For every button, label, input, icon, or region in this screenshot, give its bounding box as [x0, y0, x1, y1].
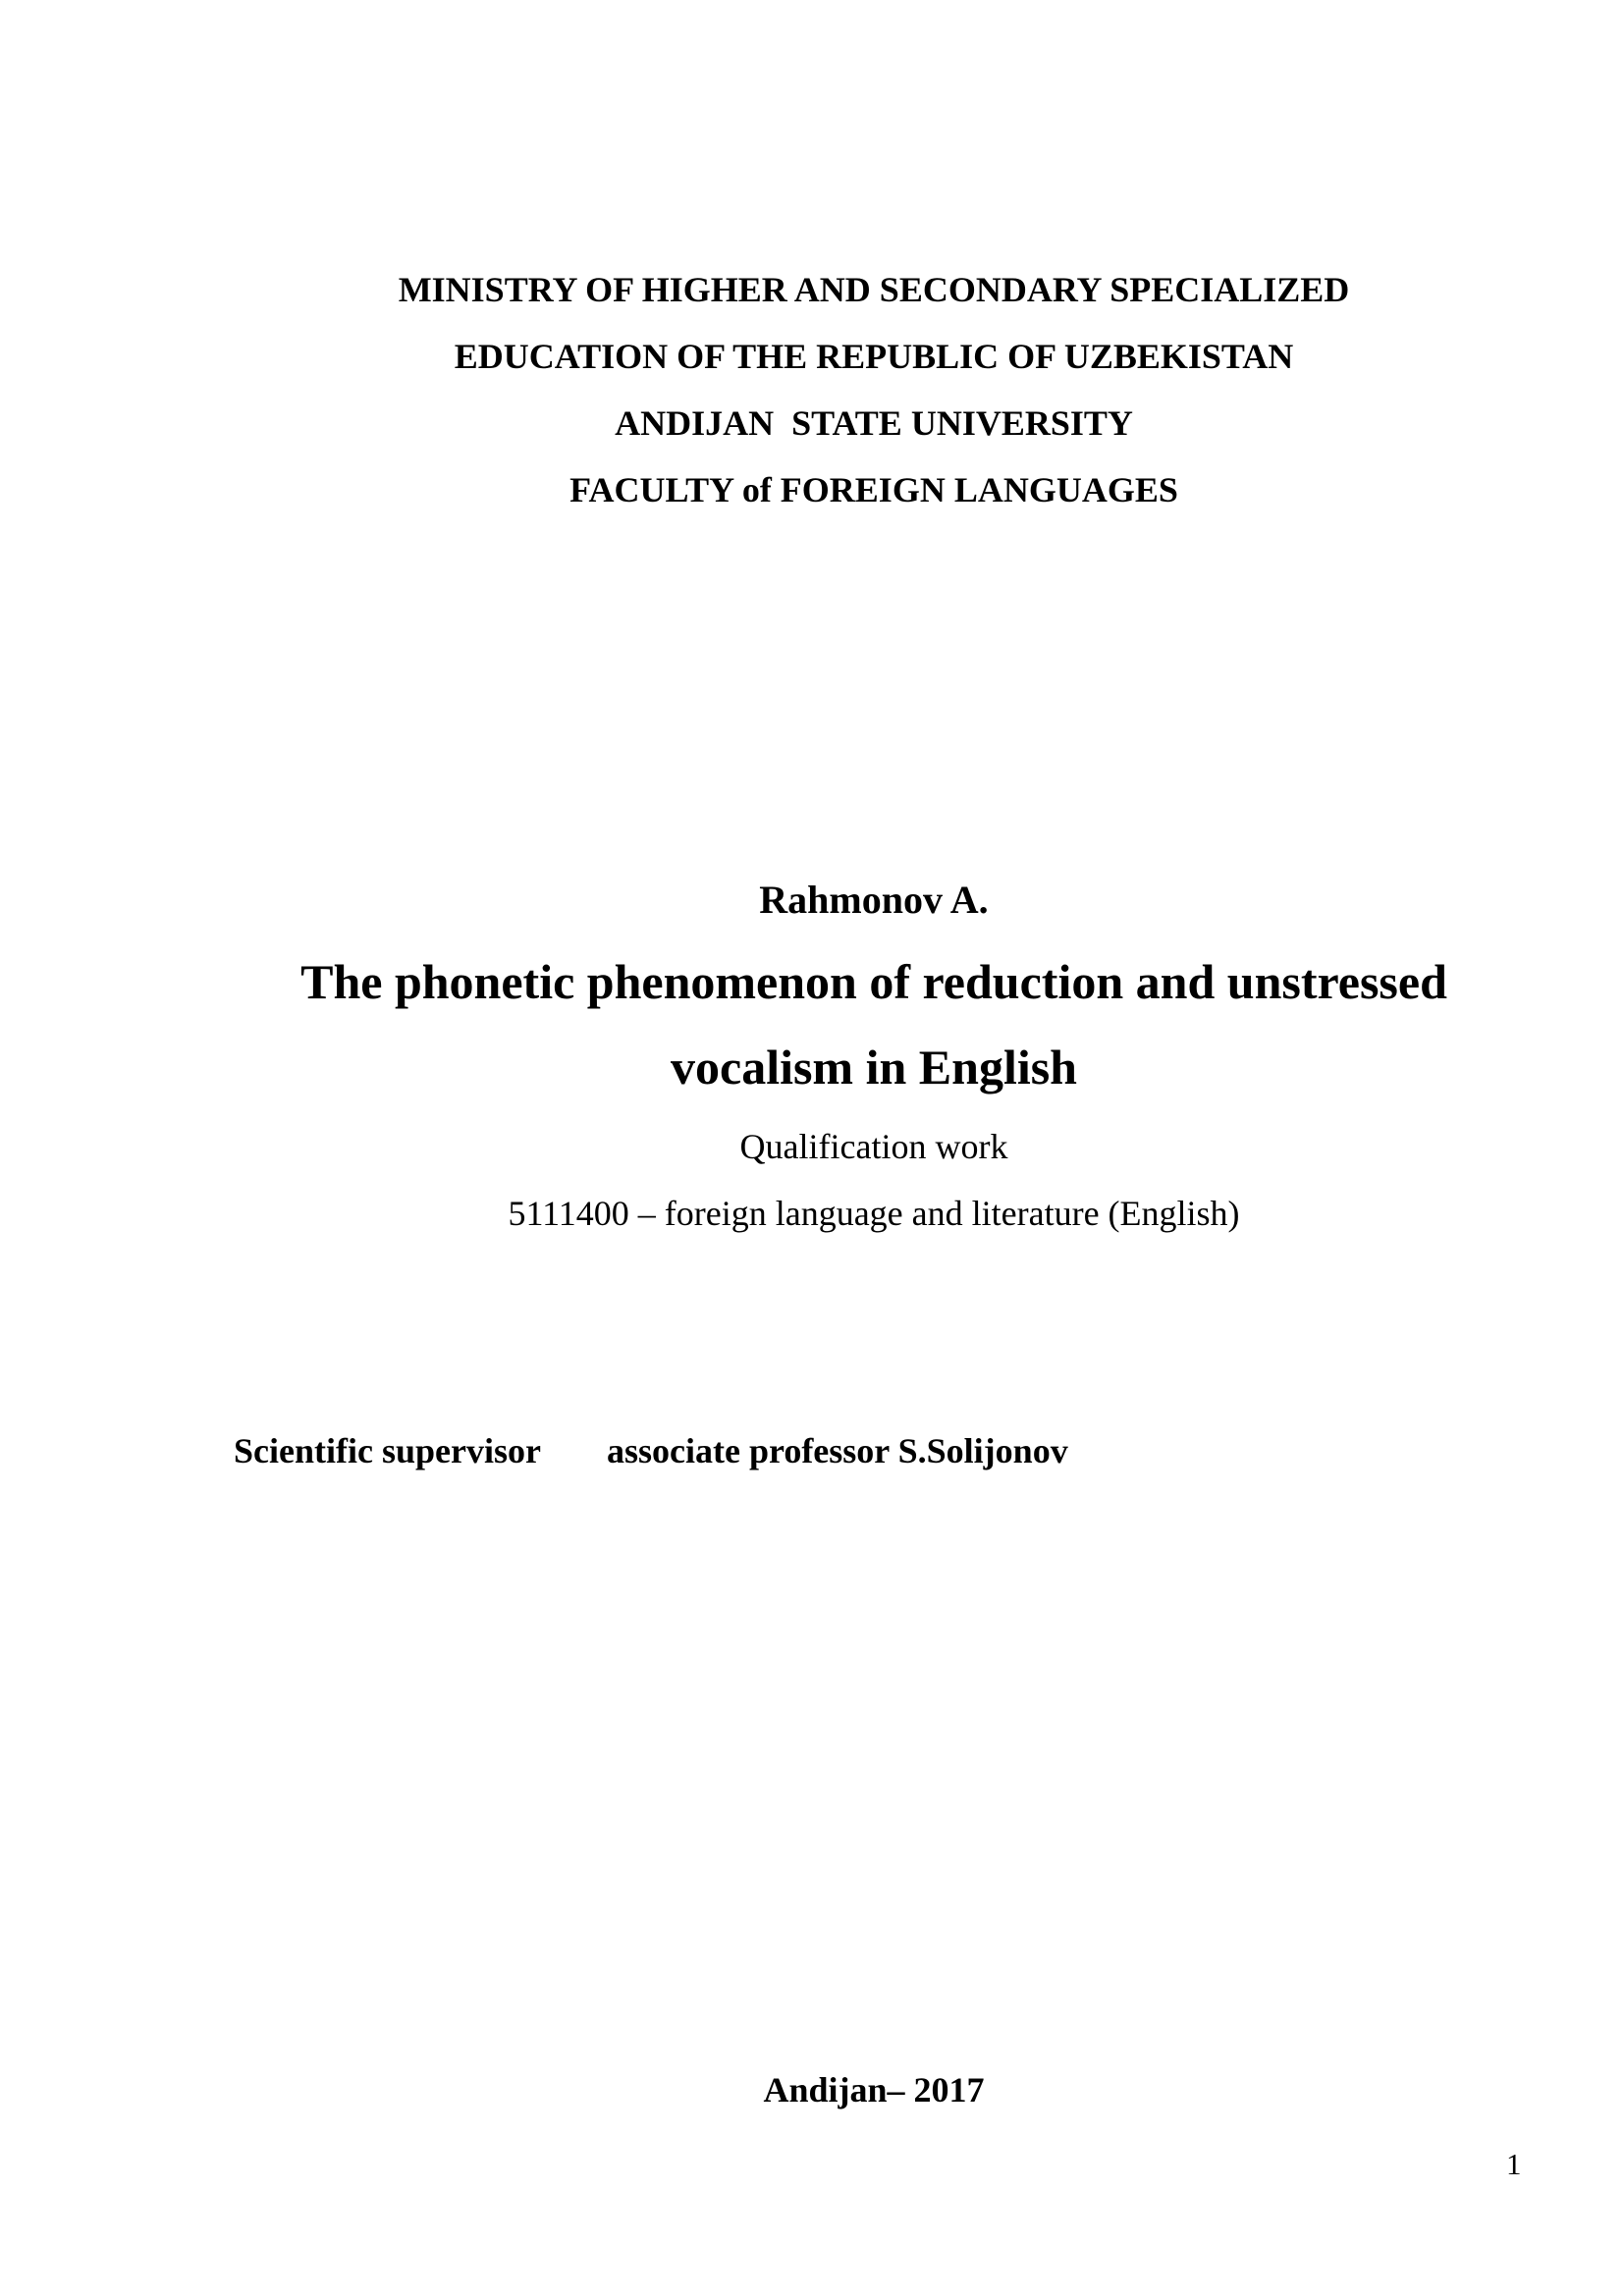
- thesis-title-line-2: vocalism in English: [671, 1040, 1077, 1095]
- header-line-university: ANDIJAN STATE UNIVERSITY: [615, 403, 1133, 443]
- work-type: Qualification work: [739, 1127, 1008, 1166]
- supervisor-name: associate professor S.Solijonov: [607, 1431, 1068, 1470]
- city-year: Andijan– 2017: [763, 2070, 985, 2109]
- author-name: Rahmonov A.: [759, 878, 989, 922]
- specialty: 5111400 – foreign language and literature (English): [508, 1194, 1240, 1233]
- header-line-faculty: FACULTY of FOREIGN LANGUAGES: [569, 470, 1178, 509]
- header-line-ministry: MINISTRY OF HIGHER AND SECONDARY SPECIALIZED: [398, 270, 1350, 309]
- page-number: 1: [1506, 2147, 1522, 2181]
- supervisor-label: Scientific supervisor: [234, 1431, 541, 1470]
- header-line-education: EDUCATION OF THE REPUBLIC OF UZBEKISTAN: [454, 337, 1294, 376]
- thesis-title-line-1: The phonetic phenomenon of reduction and unstressed: [300, 954, 1447, 1009]
